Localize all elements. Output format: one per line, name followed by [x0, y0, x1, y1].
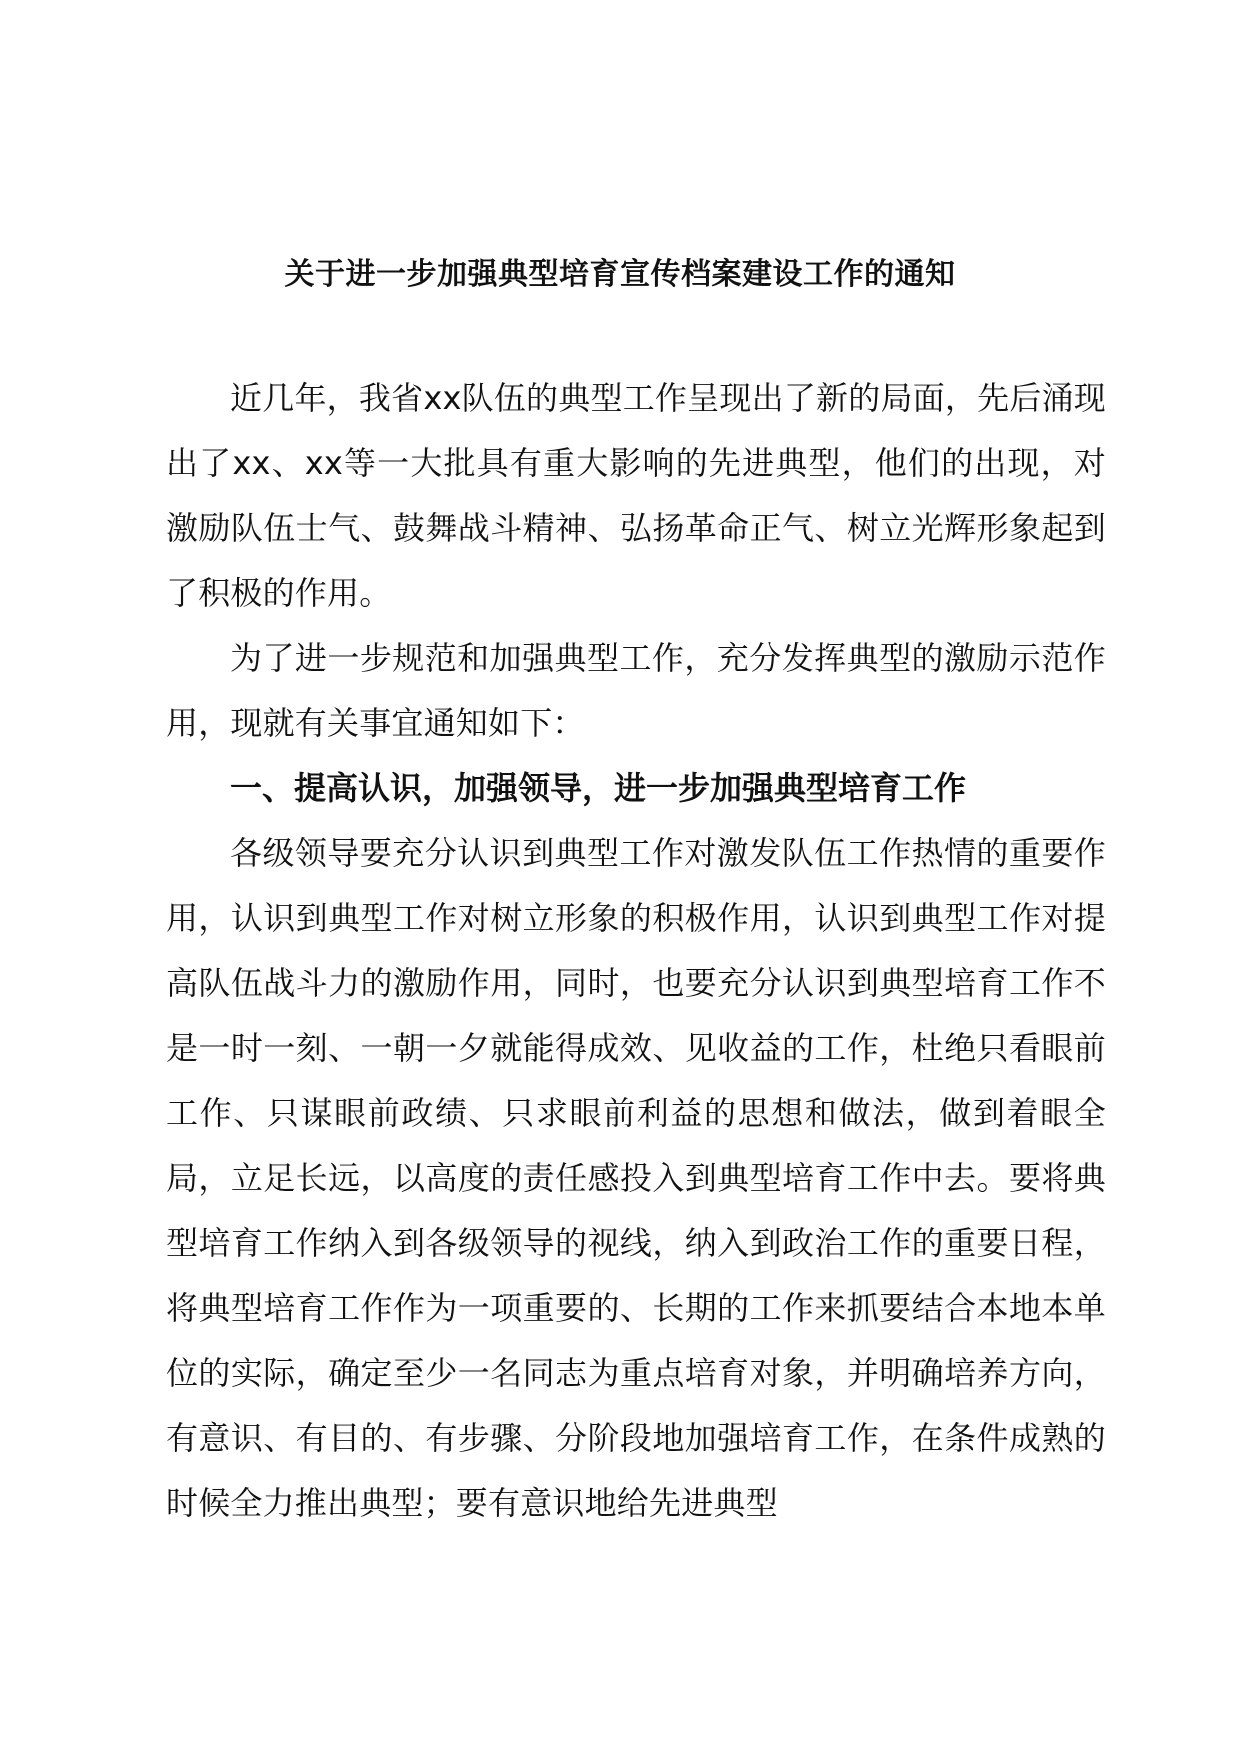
- paragraph-section-one: 各级领导要充分认识到典型工作对激发队伍工作热情的重要作用，认识到典型工作对树立形象的积极作用，认识到典型工作对提高队伍战斗力的激励作用，同时，也要充分认识到典型培育工作不是一时一刻、一朝一夕就能得成效、见收益的工作，杜绝只看眼前工作、只谋眼前政绩、只求眼前利益的思想和做法，做到着眼全局，立足长远，以高度的责任感投入到典型培育工作中去。要将典型培育工作纳入到各级领导的视线，纳入到政治工作的重要日程，将典型培育工作作为一项重要的、长期的工作来抓要结合本地本单位的实际，确定至少一名同志为重点培育对象，并明确培养方向，有意识、有目的、有步骤、分阶段地加强培育工作，在条件成熟的时候全力推出典型；要有意识地给先进典型: [166, 834, 1106, 1522]
- document-title: 关于进一步加强典型培育宣传档案建设工作的通知: [284, 257, 956, 292]
- paragraph-purpose: 为了进一步规范和加强典型工作，充分发挥典型的激励示范作用，现就有关事宜通知如下：: [166, 639, 1106, 742]
- section-heading: 一、提高认识，加强领导，进一步加强典型培育工作: [230, 769, 967, 807]
- document-body: [166, 366, 1106, 1536]
- paragraph-intro: 近几年，我省xx队伍的典型工作呈现出了新的局面，先后涌现出了xx、xx等一大批具有重大影响的先进典型，他们的出现，对激励队伍士气、鼓舞战斗精神、弘扬革命正气、树立光辉形象起到了积极的作用。: [166, 379, 1106, 612]
